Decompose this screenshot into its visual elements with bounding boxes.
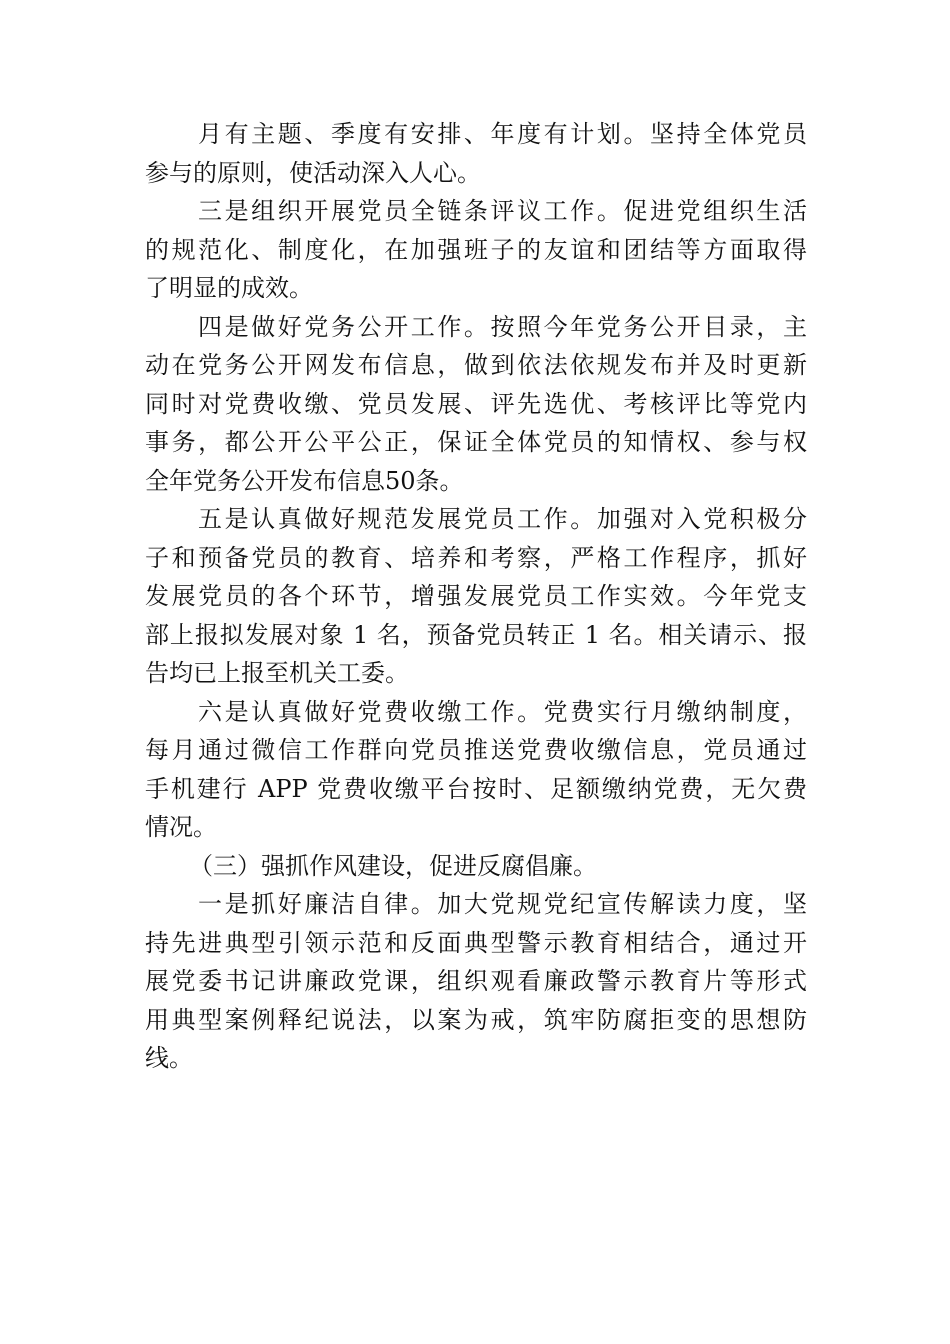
text-line: 动在党务公开网发布信息，做到依法依规发布并及时更新 (145, 351, 807, 379)
text-line: 事务，都公开公平公正，保证全体党员的知情权、参与权 (145, 428, 807, 456)
text-line: 六是认真做好党费收缴工作。党费实行月缴纳制度， (198, 697, 807, 726)
text-line: 同时对党费收缴、党员发展、评先选优、考核评比等党内 (145, 389, 807, 418)
text-line: 了明显的成效。 (145, 274, 313, 302)
text-line: 情况。 (145, 813, 217, 841)
text-line: 告均已上报至机关工委。 (145, 659, 409, 687)
text-line: 三是组织开展党员全链条评议工作。促进党组织生活 (198, 197, 807, 225)
paragraph (145, 115, 807, 192)
paragraph (145, 308, 807, 501)
text-line: 部上报拟发展对象 1 名，预备党员转正 1 名。相关请示、报 (145, 620, 807, 649)
text-line: 手机建行 APP 党费收缴平台按时、足额缴纳党费，无欠费 (145, 774, 807, 803)
text-line: 每月通过微信工作群向党员推送党费收缴信息，党员通过 (145, 736, 807, 764)
text-line: 参与的原则，使活动深入人心。 (145, 158, 481, 187)
text-line: 四是做好党务公开工作。按照今年党务公开目录，主 (198, 312, 807, 341)
text-line: 五是认真做好规范发展党员工作。加强对入党积极分 (198, 505, 807, 533)
text-line: 全年党务公开发布信息50条。 (145, 466, 464, 495)
document-body (145, 115, 807, 1078)
text-line: 月有主题、季度有安排、年度有计划。坚持全体党员 (198, 120, 807, 148)
paragraph (145, 885, 807, 1078)
section-heading-text: （三）强抓作风建设，促进反腐倡廉。 (189, 851, 597, 880)
text-line: 一是抓好廉洁自律。加大党规党纪宣传解读力度，坚 (198, 890, 807, 918)
text-line: 持先进典型引领示范和反面典型警示教育相结合，通过开 (145, 928, 807, 957)
text-line: 展党委书记讲廉政党课，组织观看廉政警示教育片等形式 (145, 967, 807, 995)
paragraph (145, 192, 807, 308)
paragraph (145, 693, 807, 847)
text-line: 线。 (145, 1044, 193, 1072)
text-line: 子和预备党员的教育、培养和考察，严格工作程序，抓好 (145, 543, 807, 572)
section-heading (145, 847, 807, 886)
text-line: 发展党员的各个环节，增强发展党员工作实效。今年党支 (145, 582, 807, 610)
text-line: 用典型案例释纪说法，以案为戒，筑牢防腐拒变的思想防 (145, 1005, 807, 1034)
text-line: 的规范化、制度化，在加强班子的友谊和团结等方面取得 (145, 235, 807, 264)
paragraph (145, 500, 807, 693)
